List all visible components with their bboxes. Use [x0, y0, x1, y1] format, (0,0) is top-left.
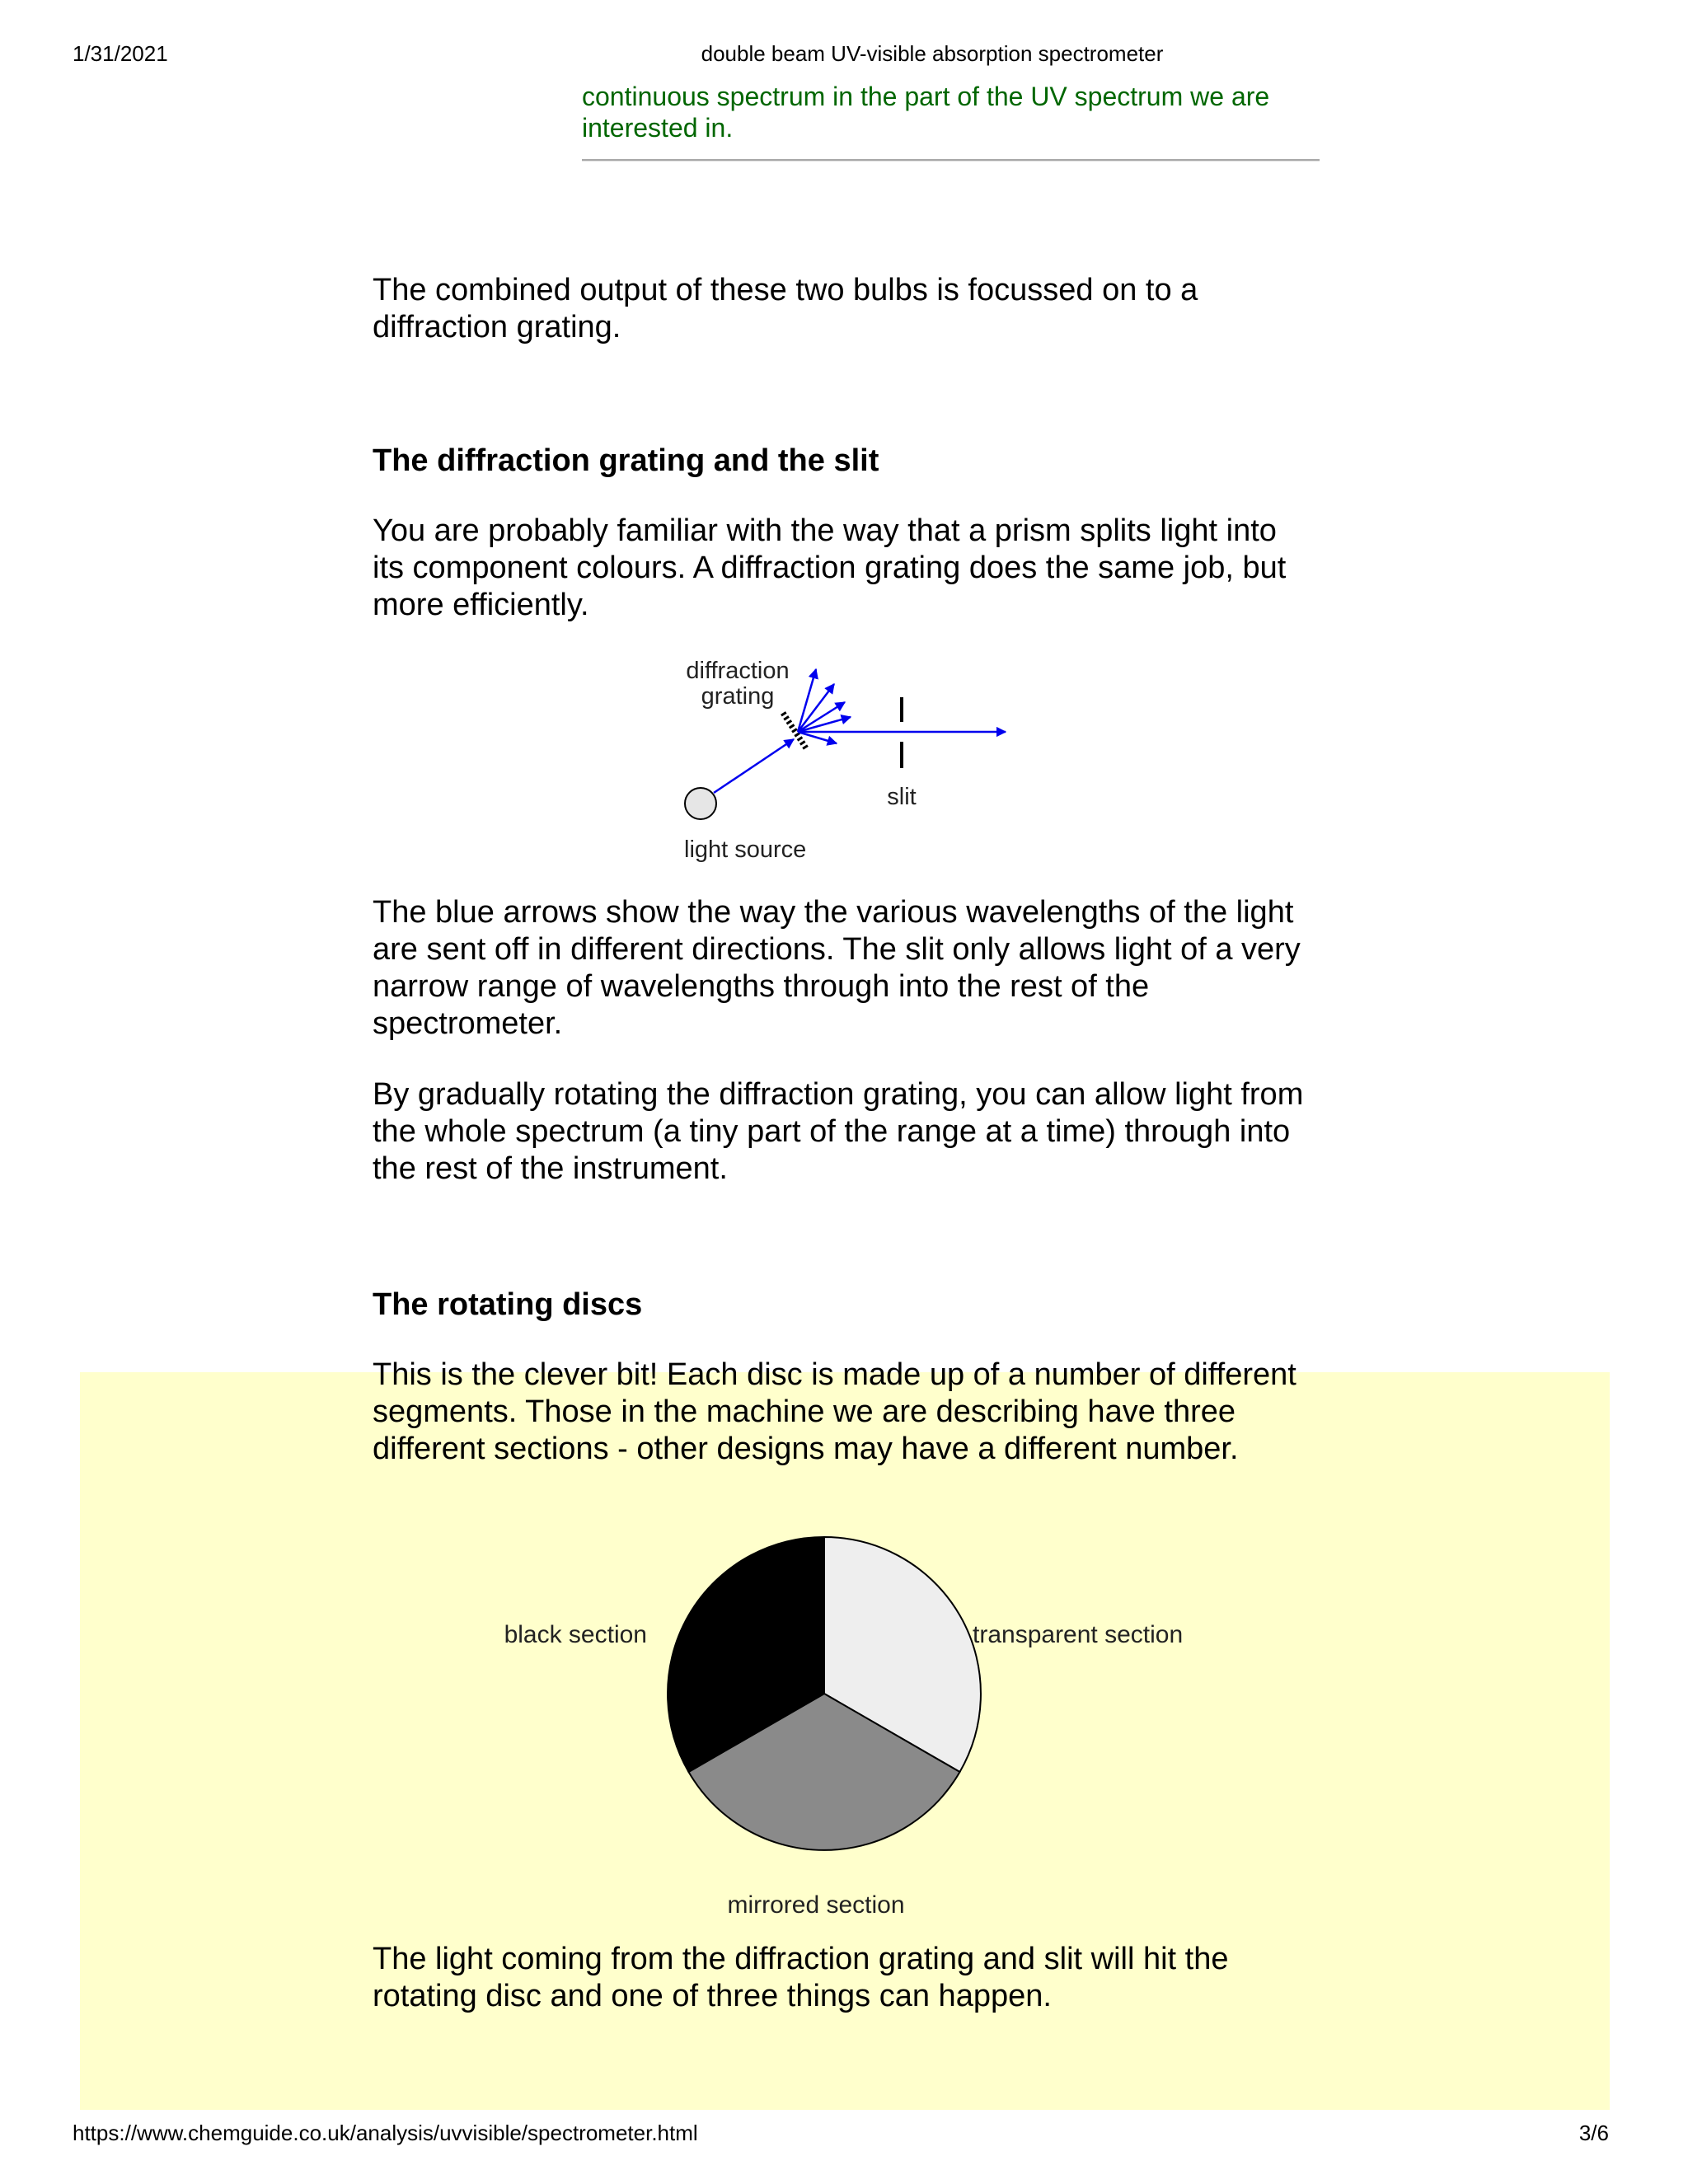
mirrored-section-label: mirrored section: [727, 1891, 905, 1916]
diffraction-grating-diagram: [659, 651, 1022, 874]
print-title: double beam UV-visible absorption spectrometer: [701, 41, 1164, 66]
paragraph-bulbs: The combined output of these two bulbs is focussed on to a diffraction grating.: [373, 273, 1198, 344]
slit-label: slit: [887, 784, 917, 810]
paragraph-prism: You are probably familiar with the way that a prism splits light into its component colours. A diffraction grating does the same job, but more efficiently.: [373, 513, 1287, 622]
svg-text:grating: grating: [701, 683, 775, 710]
note-text: continuous spectrum in the part of the UV spectrum we are interested in.: [582, 82, 1270, 143]
divider: [582, 159, 1320, 162]
transparent-section-label: transparent section: [973, 1621, 1184, 1648]
heading-rotating-discs: The rotating discs: [373, 1287, 643, 1322]
light-source-icon: [685, 788, 716, 819]
svg-text:diffraction: diffraction: [686, 658, 790, 684]
paragraph-rotating-grating: By gradually rotating the diffraction grating, you can allow light from the whole spectrum (a tiny part of the range at a time) through into the rest of the instrument.: [373, 1077, 1304, 1186]
incident-beam-arrow: [714, 739, 794, 793]
black-section-label: black section: [504, 1621, 647, 1648]
print-url: https://www.chemguide.co.uk/analysis/uvvisible/spectrometer.html: [73, 2121, 698, 2145]
diffraction-grating-label: [686, 658, 789, 710]
paragraph-clever-bit: This is the clever bit! Each disc is made up of a number of different segments. Those in the machine we are describing have three different sections - other designs may have a different number.: [373, 1357, 1296, 1466]
paragraph-three-things: The light coming from the diffraction grating and slit will hit the rotating disc and one of three things can happen.: [373, 1942, 1229, 2013]
print-date: 1/31/2021: [73, 41, 168, 66]
paragraph-blue-arrows: The blue arrows show the way the various wavelengths of the light are sent off in different directions. The slit only allows light of a very narrow range of wavelengths through into the rest of the spectrometer.: [373, 895, 1301, 1041]
heading-diffraction-grating: The diffraction grating and the slit: [373, 443, 879, 478]
rotating-disc-diagram: [495, 1529, 1220, 1916]
page-number: 3/6: [1578, 2121, 1609, 2145]
light-source-label: light source: [684, 837, 807, 863]
